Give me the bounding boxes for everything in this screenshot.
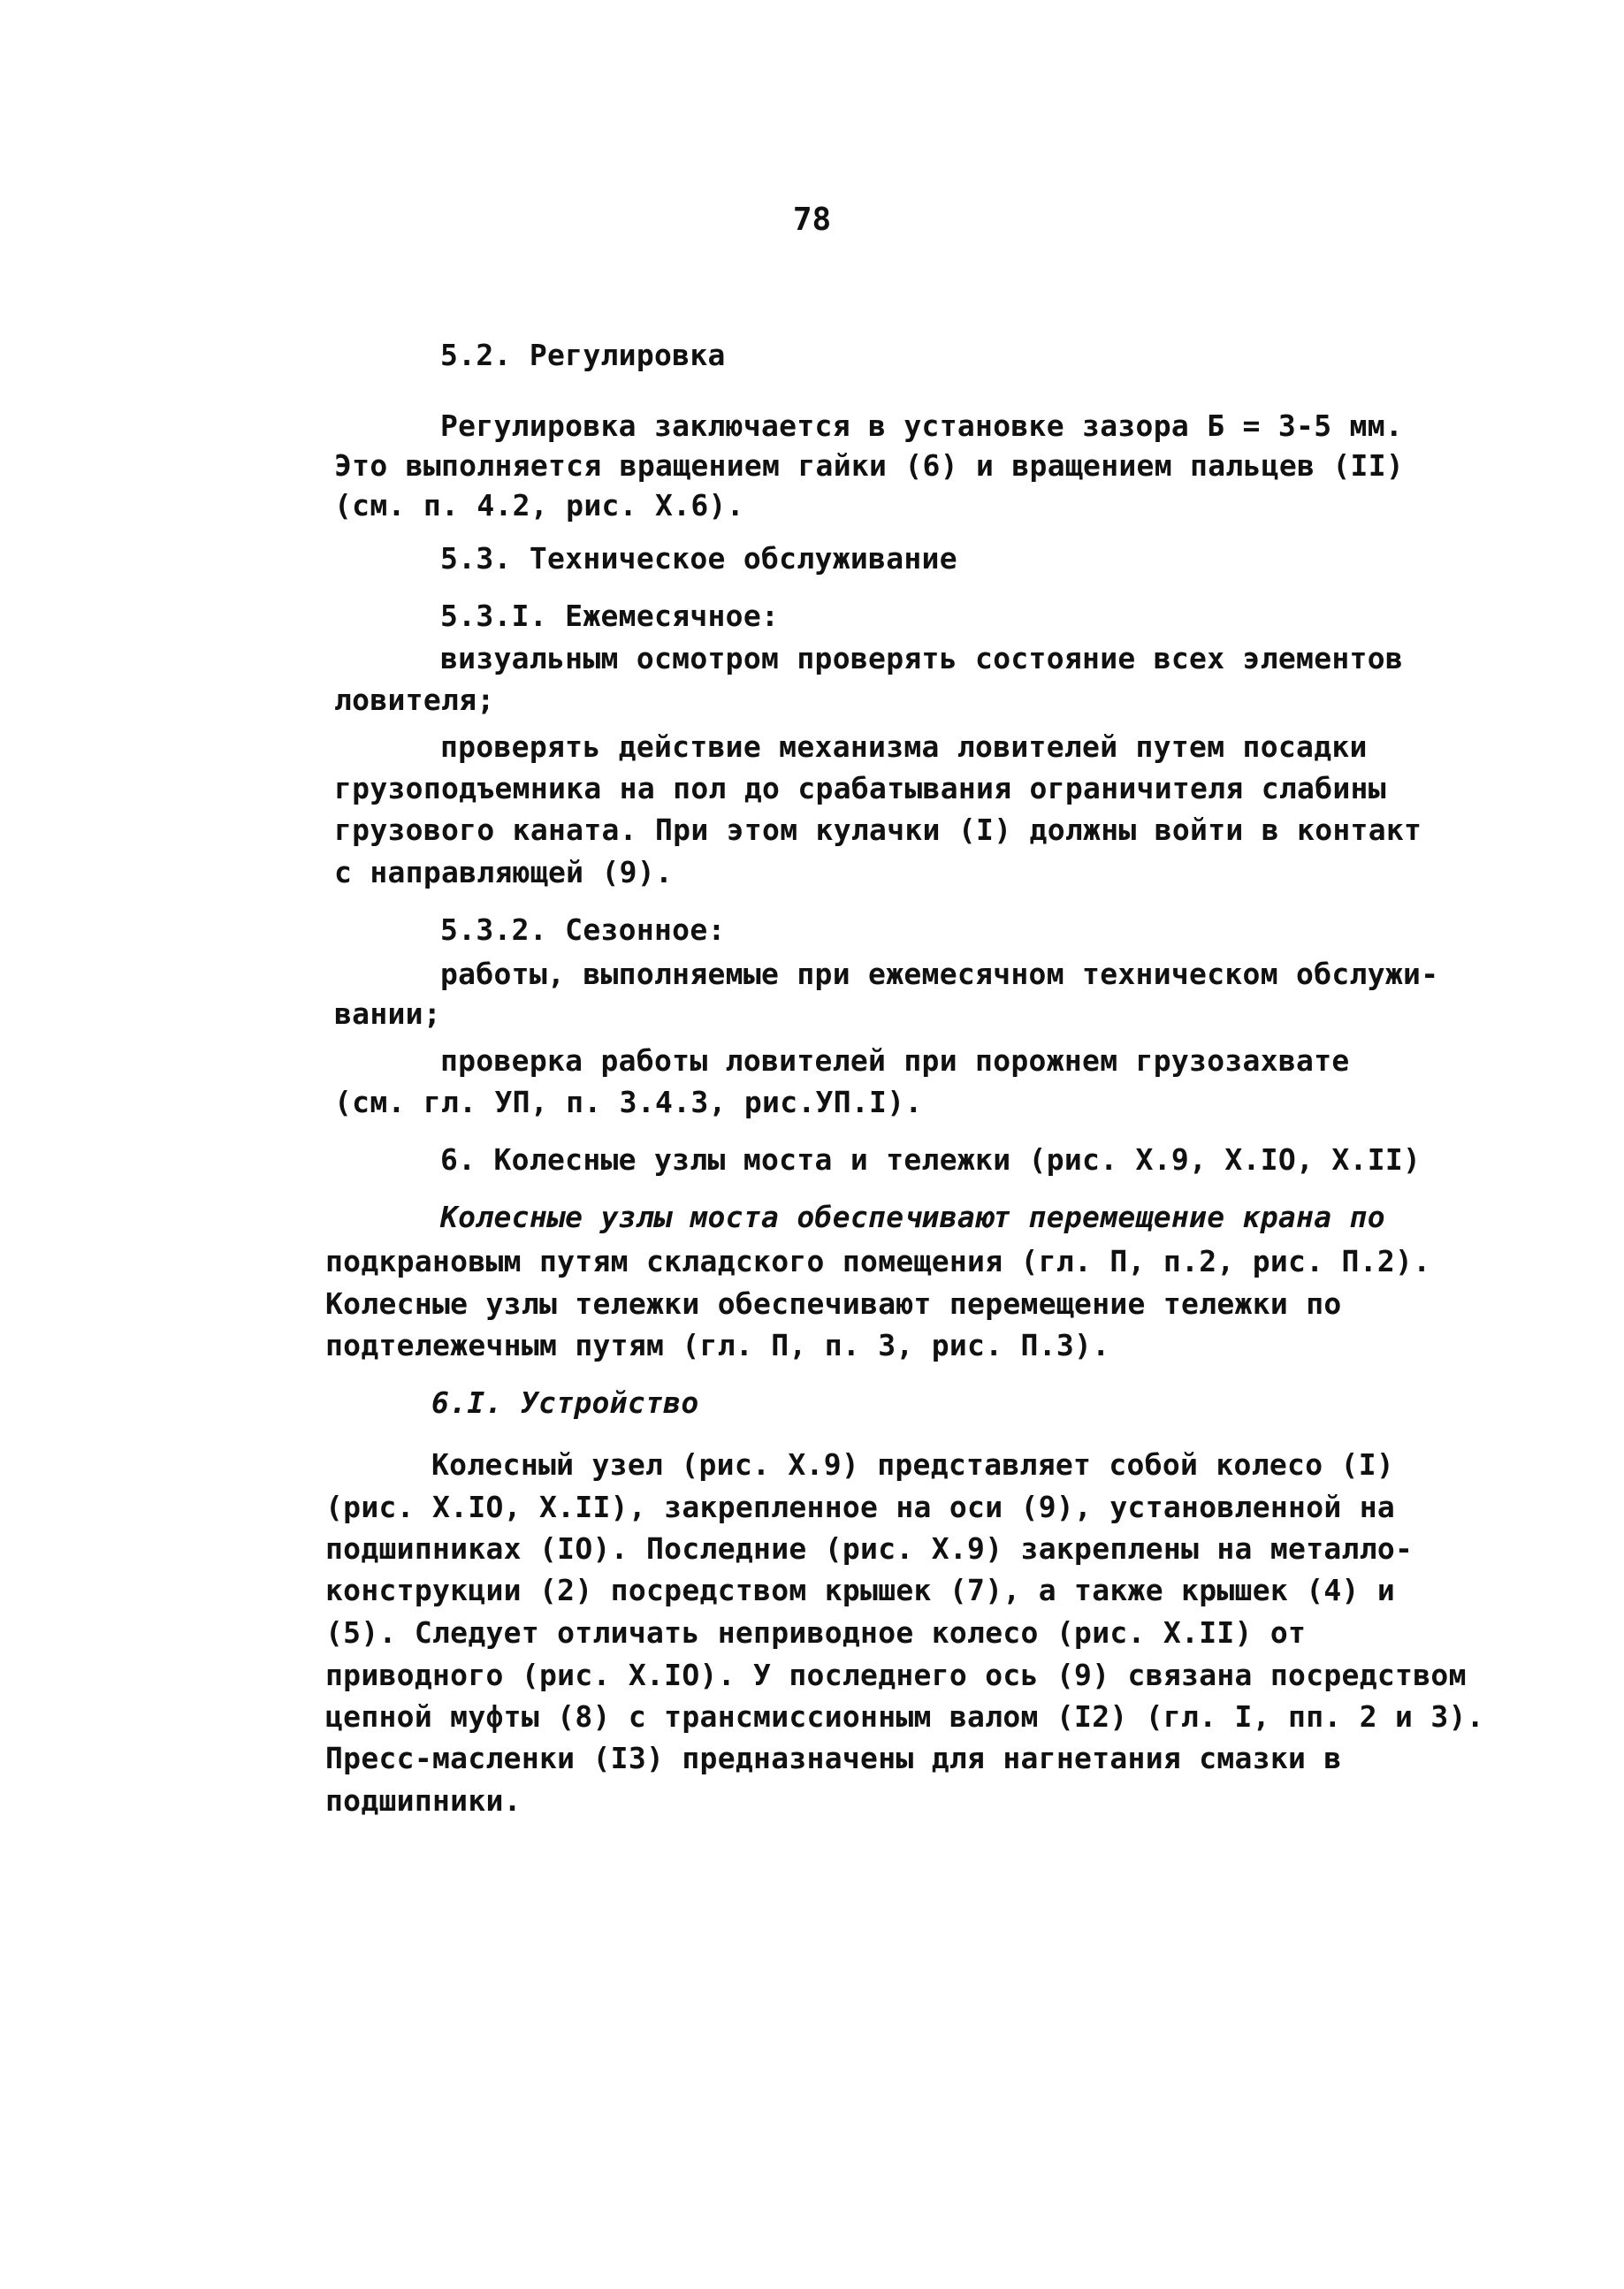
paragraph-line: проверка работы ловителей при порожнем грузозахвате	[440, 1043, 1350, 1078]
section-heading-5-3: 5.3. Техническое обслуживание	[440, 541, 957, 576]
paragraph-line: работы, выполняемые при ежемесячном техническом обслужи-	[440, 957, 1439, 991]
paragraph-line: подшипники.	[325, 1783, 522, 1818]
page-number: 78	[792, 202, 832, 238]
paragraph-line: с направляющей (9).	[334, 855, 674, 889]
paragraph-line: Колесный узел (рис. X.9) представляет собой колесо (I)	[431, 1447, 1395, 1482]
paragraph-line: Колесные узлы моста обеспечивают перемещение крана по	[440, 1200, 1385, 1234]
paragraph-line: вании;	[334, 996, 442, 1031]
paragraph-line: визуальным осмотром проверять состояние всех элементов	[440, 641, 1404, 675]
paragraph-line: конструкции (2) посредством крышек (7), а также крышек (4) и	[325, 1573, 1396, 1607]
section-heading-6: 6. Колесные узлы моста и тележки (рис. X.9, X.IO, X.II)	[440, 1142, 1422, 1177]
paragraph-line: подтележечным путям (гл. П, п. 3, рис. П.3).	[325, 1328, 1110, 1362]
paragraph-line: проверять действие механизма ловителей путем посадки	[440, 729, 1368, 764]
paragraph-line: грузового каната. При этом кулачки (I) должны войти в контакт	[334, 813, 1422, 847]
paragraph-line: (см. гл. УП, п. 3.4.3, рис.УП.I).	[334, 1085, 923, 1119]
paragraph-line: грузоподъемника на пол до срабатывания ограничителя слабины	[334, 771, 1386, 805]
paragraph-line: ловителя;	[334, 683, 495, 717]
paragraph-line: подкрановым путям складского помещения (гл. П, п.2, рис. П.2).	[325, 1244, 1431, 1278]
paragraph-line: Пресс-масленки (I3) предназначены для нагнетания смазки в	[325, 1741, 1342, 1775]
section-heading-5-3-1: 5.3.I. Ежемесячное:	[440, 599, 780, 633]
paragraph-line: Регулировка заключается в установке зазора Б = 3-5 мм.	[440, 408, 1404, 443]
section-heading-5-2: 5.2. Регулировка	[440, 338, 726, 372]
paragraph-line: (5). Следует отличать неприводное колесо (рис. X.II) от	[325, 1615, 1307, 1650]
paragraph-line: Это выполняется вращением гайки (6) и вращением пальцев (II)	[334, 448, 1405, 483]
paragraph-line: (рис. X.IO, X.II), закрепленное на оси (9), установленной на	[325, 1490, 1396, 1524]
paragraph-line: (см. п. 4.2, рис. X.6).	[334, 488, 744, 523]
paragraph-line: Колесные узлы тележки обеспечивают перемещение тележки по	[325, 1286, 1342, 1321]
paragraph-line: приводного (рис. X.IO). У последнего ось (9) связана посредством	[325, 1658, 1467, 1692]
paragraph-line: подшипниках (IO). Последние (рис. X.9) закреплены на металло-	[325, 1531, 1414, 1566]
section-heading-5-3-2: 5.3.2. Сезонное:	[440, 912, 726, 947]
section-heading-6-1: 6.I. Устройство	[431, 1385, 699, 1420]
paragraph-line: цепной муфты (8) с трансмиссионным валом (I2) (гл. I, пп. 2 и 3).	[325, 1699, 1484, 1734]
